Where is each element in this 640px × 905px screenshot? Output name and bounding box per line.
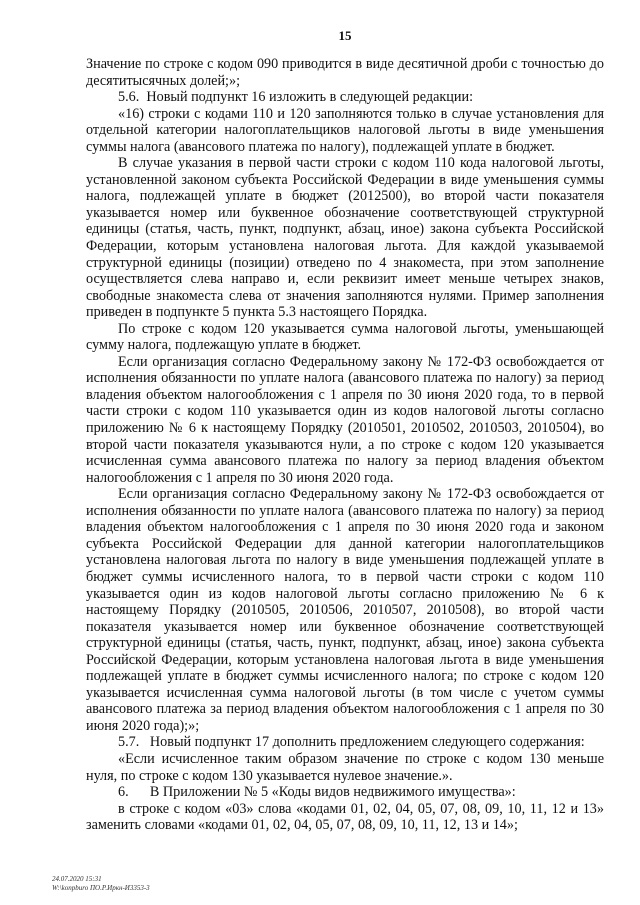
paragraph: 5.7. Новый подпункт 17 дополнить предложением следующего содержания: [118, 734, 585, 751]
document-body [86, 56, 604, 834]
footer-timestamp: 24.07.2020 15:31 [52, 875, 102, 883]
page-number: 15 [338, 28, 352, 43]
footer-file-path: W:\konpburo ПО.Р.Иркн-И3353-3 [52, 884, 150, 892]
footer-stamp [52, 875, 150, 893]
paragraph: в строке с кодом «03» слова «кодами 01, 02, 04, 05, 07, 08, 09, 10, 11, 12 и 13» заменить словами «кодами 01, 02, 04, 05, 07, 08, 09, 10, 11, 12, 13 и 14»; [86, 800, 604, 834]
paragraph: 5.6. Новый подпункт 16 изложить в следующей редакции: [118, 89, 474, 106]
paragraph: В случае указания в первой части строки с кодом 110 кода налоговой льготы, установленной законом субъекта Российской Федерации в виде уменьшения суммы налога, подлежащей уплате в бюджет (2012500), во второй части показателя указывается номер или буквенное обозначение соответствующей структурной единицы (статья, часть, пункт, подпункт, абзац, иное) закона субъекта Российской Федерации, которым установлена налоговая льгота. Для каждой указываемой структурной единицы (позиции) отведено по 4 знакоместа, при этом заполнение осуществляется слева направо и, если реквизит имеет меньше четырех знаков, свободные знакоместа слева от значения заполняются нулями. Пример заполнения приведен в подпункте 5 пункта 5.3 настоящего Порядка. [86, 155, 604, 321]
paragraph: Если организация согласно Федеральному закону № 172-ФЗ освобождается от исполнения обязанности по уплате налога (авансового платежа по налогу) за период владения объектом налогообложения с 1 апреля по 30 июня 2020 года, то в первой части строки с кодом 110 указывается один из кодов налоговой льготы согласно приложению № 6 к настоящему Порядку (2010501, 2010502, 2010503, 2010504), во второй части показателя указываются нули, а по строке с кодом 120 указывается исчисленная сумма авансового платежа по налогу за период владения объектом налогообложения с 1 апреля по 30 июня 2020 года. [86, 353, 604, 486]
paragraph: 6. В Приложении № 5 «Коды видов недвижимого имущества»: [118, 784, 516, 801]
paragraph: «16) строки с кодами 110 и 120 заполняются только в случае установления для отдельной категории налогоплательщиков налоговой льготы в виде уменьшения суммы налога (авансового платежа по налогу), подлежащей уплате в бюджет. [86, 105, 604, 155]
paragraph: Если организация согласно Федеральному закону № 172-ФЗ освобождается от исполнения обязанности по уплате налога (авансового платежа по налогу) за период владения объектом налогообложения с 1 апреля по 30 июня 2020 года и законом субъекта Российской Федерации для данной категории налогоплательщиков установлена налоговая льгота по налогу в виде уменьшения подлежащей уплате в бюджет суммы исчисленного налога, то в первой части строки с кодом 110 указывается один из кодов налоговой льготы согласно приложению № 6 к настоящему Порядку (2010505, 2010506, 2010507, 2010508), во второй части показателя указывается номер или буквенное обозначение соответствующей структурной единицы (статья, часть, пункт, подпункт, абзац, иное) закона субъекта Российской Федерации, которым установлена налоговая льгота в виде уменьшения подлежащей уплате в бюджет суммы исчисленного налога; по строке с кодом 120 указывается исчисленная сумма налоговой льготы (в том числе с учетом суммы авансового платежа за период владения объектом налогообложения с 1 апреля по 30 июня 2020 года);»; [86, 486, 604, 734]
paragraph: Значение по строке с кодом 090 приводится в виде десятичной дроби с точностью до десятитысячных долей;»; [86, 56, 604, 89]
paragraph: По строке с кодом 120 указывается сумма налоговой льготы, уменьшающей сумму налога, подлежащую уплате в бюджет. [86, 320, 604, 354]
paragraph: «Если исчисленное таким образом значение по строке с кодом 130 меньше нуля, по строке с кодом 130 указывается нулевое значение.». [86, 750, 604, 784]
